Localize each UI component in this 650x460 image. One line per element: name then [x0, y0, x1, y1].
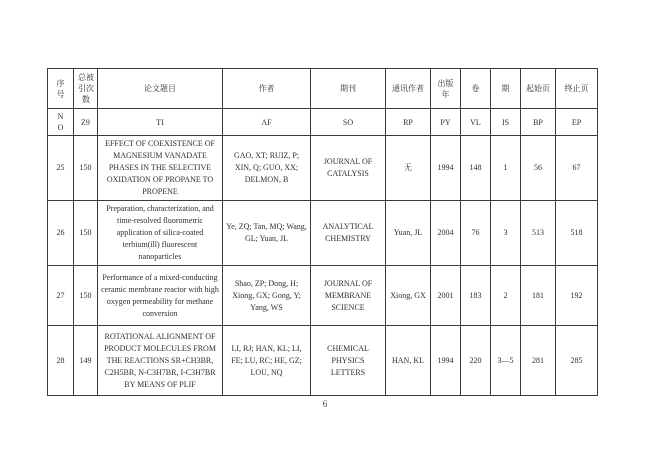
- cell-rp: 无: [386, 136, 431, 201]
- header-publication-year-label: 出版年: [437, 78, 454, 99]
- header-row-chinese: [48, 69, 598, 109]
- cell-z9: 149: [74, 326, 98, 396]
- cell-ep: 67: [556, 136, 598, 201]
- cell-bp: 281: [521, 326, 556, 396]
- cell-py: 2001: [431, 266, 461, 326]
- cell-no: 26: [48, 201, 74, 266]
- header-code-rp: RP: [386, 109, 431, 136]
- cell-so: ANALYTICAL CHEMISTRY: [311, 201, 386, 266]
- cell-no: 27: [48, 266, 74, 326]
- cell-ep: 518: [556, 201, 598, 266]
- table-row: [48, 201, 598, 266]
- header-corresponding-author: 通讯作者: [386, 69, 431, 109]
- cell-no: 28: [48, 326, 74, 396]
- cell-py: 1994: [431, 136, 461, 201]
- cell-vl: 220: [461, 326, 491, 396]
- header-code-vl: VL: [461, 109, 491, 136]
- cell-py: 2004: [431, 201, 461, 266]
- header-end-page: 终止页: [556, 69, 598, 109]
- header-serial-number-label: 序号: [56, 78, 65, 99]
- table-row: [48, 136, 598, 201]
- header-total-citations-label: 总被引次数: [78, 73, 94, 104]
- cell-no: 25: [48, 136, 74, 201]
- cell-ep: 192: [556, 266, 598, 326]
- header-code-z9: Z9: [74, 109, 98, 136]
- header-code-ti: TI: [98, 109, 223, 136]
- header-code-so: SO: [311, 109, 386, 136]
- header-code-no: [48, 109, 74, 136]
- cell-is: 3—5: [491, 326, 521, 396]
- cell-ti: EFFECT OF COEXISTENCE OF MAGNESIUM VANADATE PHASES IN THE SELECTIVE OXIDATION OF PROPANE TO PROPENE: [98, 136, 223, 201]
- cell-so: JOURNAL OF MEMBRANE SCIENCE: [311, 266, 386, 326]
- header-issue: 期: [491, 69, 521, 109]
- cell-bp: 181: [521, 266, 556, 326]
- header-serial-number: [48, 69, 74, 109]
- header-journal: 期刊: [311, 69, 386, 109]
- cell-af: GAO, XT; RUIZ, P; XIN, Q; GUO, XX; DELMON, B: [223, 136, 311, 201]
- header-code-py: PY: [431, 109, 461, 136]
- cell-af: Shao, ZP; Dong, H; Xiong, GX; Gong, Y; Yang, WS: [223, 266, 311, 326]
- header-paper-title: 论文题目: [98, 69, 223, 109]
- cell-ep: 285: [556, 326, 598, 396]
- table-row: [48, 326, 598, 396]
- header-code-bp: BP: [521, 109, 556, 136]
- cell-ti: Preparation, characterization, and time-resolved fluorometric application of silica-coated terbium(ill) fluorescent nanoparticles: [98, 201, 223, 266]
- header-code-no-label: NO: [57, 112, 64, 132]
- cell-z9: 150: [74, 136, 98, 201]
- header-publication-year: [431, 69, 461, 109]
- cell-rp: Xiong, GX: [386, 266, 431, 326]
- table-row: [48, 266, 598, 326]
- cell-z9: 150: [74, 266, 98, 326]
- cell-so: CHEMICAL PHYSICS LETTERS: [311, 326, 386, 396]
- header-authors: 作者: [223, 69, 311, 109]
- cell-py: 1994: [431, 326, 461, 396]
- cell-ti: ROTATIONAL ALIGNMENT OF PRODUCT MOLECULES FROM THE REACTIONS SR+CH3BR, C2H5BR, N-C3H7BR, I-C3H7BR BY MEANS OF PLIF: [98, 326, 223, 396]
- citation-table: [47, 68, 598, 396]
- cell-vl: 76: [461, 201, 491, 266]
- cell-af: Ye, ZQ; Tan, MQ; Wang, GL; Yuan, JL: [223, 201, 311, 266]
- cell-so: JOURNAL OF CATALYSIS: [311, 136, 386, 201]
- header-code-is: IS: [491, 109, 521, 136]
- cell-vl: 148: [461, 136, 491, 201]
- cell-is: 1: [491, 136, 521, 201]
- cell-af: LI, RJ; HAN, KL; LI, FE; LU, RC; HE, GZ; LOU, NQ: [223, 326, 311, 396]
- page-number: 6: [322, 399, 328, 409]
- header-total-citations: [74, 69, 98, 109]
- header-code-ep: EP: [556, 109, 598, 136]
- cell-rp: HAN, KL: [386, 326, 431, 396]
- cell-bp: 513: [521, 201, 556, 266]
- cell-rp: Yuan, JL: [386, 201, 431, 266]
- cell-bp: 56: [521, 136, 556, 201]
- cell-z9: 150: [74, 201, 98, 266]
- cell-is: 3: [491, 201, 521, 266]
- header-row-codes: [48, 109, 598, 136]
- cell-ti: Performance of a mixed-conducting ceramic membrane reactor with high oxygen permeability for methane conversion: [98, 266, 223, 326]
- cell-is: 2: [491, 266, 521, 326]
- header-code-af: AF: [223, 109, 311, 136]
- header-start-page: 起始页: [521, 69, 556, 109]
- cell-vl: 183: [461, 266, 491, 326]
- header-volume: 卷: [461, 69, 491, 109]
